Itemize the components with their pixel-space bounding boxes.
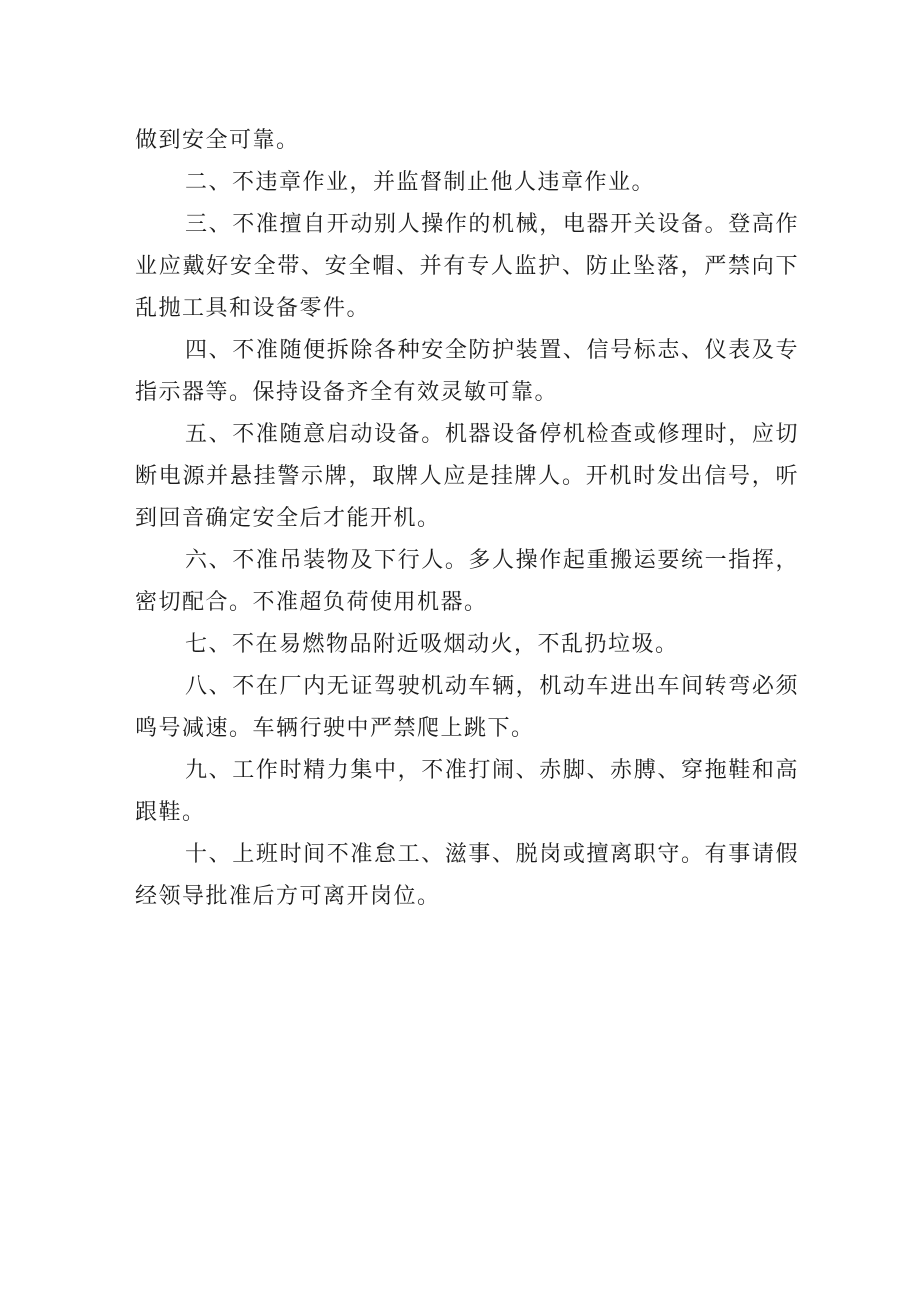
paragraph-continuation: 做到安全可靠。 <box>135 128 300 153</box>
paragraph-rule-10: 十、上班时间不准怠工、滋事、脱岗或擅离职守。有事请假经领导批准后方可离开岗位。 <box>135 842 799 909</box>
document-body <box>135 120 799 918</box>
paragraph-rule-9: 九、工作时精力集中，不准打闹、赤脚、赤膊、穿拖鞋和高跟鞋。 <box>135 758 799 825</box>
paragraph-rule-8: 八、不在厂内无证驾驶机动车辆，机动车进出车间转弯必须鸣号减速。车辆行驶中严禁爬上跳下。 <box>135 674 799 741</box>
paragraph-rule-4: 四、不准随便拆除各种安全防护装置、信号标志、仪表及专指示器等。保持设备齐全有效灵敏可靠。 <box>135 338 799 405</box>
paragraph-rule-2: 二、不违章作业，并监督制止他人违章作业。 <box>185 170 656 195</box>
paragraph-rule-5: 五、不准随意启动设备。机器设备停机检查或修理时，应切断电源并悬挂警示牌，取牌人应是挂牌人。开机时发出信号，听到回音确定安全后才能开机。 <box>135 422 799 531</box>
paragraph-rule-7: 七、不在易燃物品附近吸烟动火，不乱扔垃圾。 <box>185 632 679 657</box>
paragraph-rule-3: 三、不准擅自开动别人操作的机械，电器开关设备。登高作业应戴好安全带、安全帽、并有专人监护、防止坠落，严禁向下乱抛工具和设备零件。 <box>135 212 799 321</box>
paragraph-rule-6: 六、不准吊装物及下行人。多人操作起重搬运要统一指挥，密切配合。不准超负荷使用机器。 <box>135 548 799 615</box>
